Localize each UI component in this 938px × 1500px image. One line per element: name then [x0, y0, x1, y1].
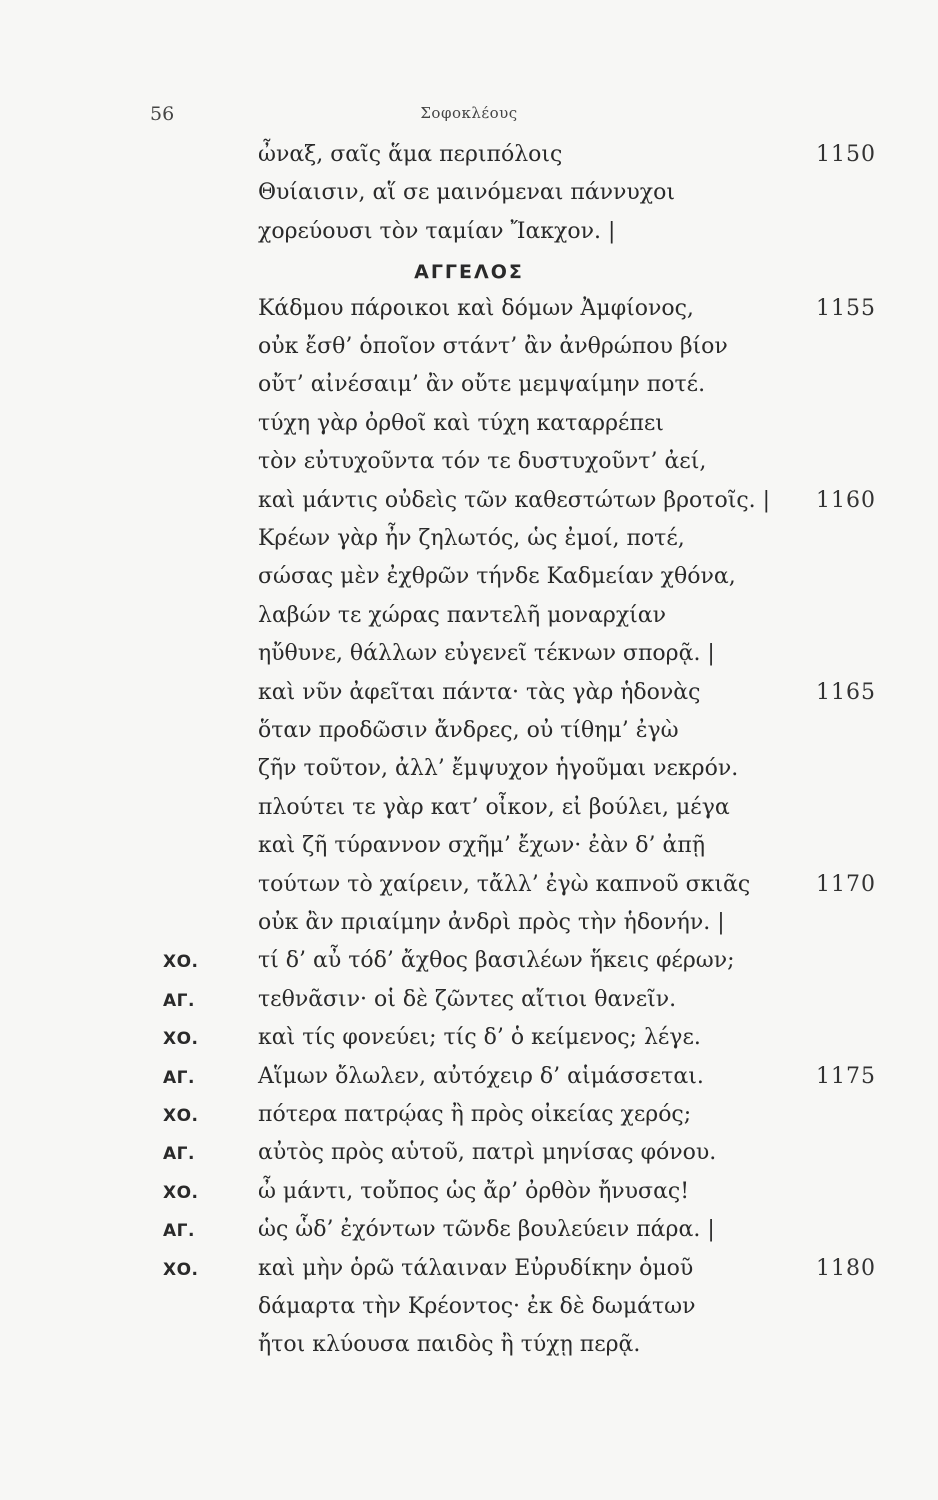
verse-text-line: Κρέων γὰρ ἦν ζηλωτός, ὡς ἐμοί, ποτέ, — [258, 526, 685, 551]
verse-line — [0, 219, 938, 257]
speaker-label: ΧΟ. — [163, 1106, 199, 1126]
verse-line — [0, 680, 938, 718]
speaker-heading-text: ΑΓΓΕΛΟΣ — [414, 261, 524, 284]
verse-line — [0, 1332, 938, 1370]
verse-line — [0, 1102, 938, 1140]
verse-line — [0, 833, 938, 871]
verse-line — [0, 1140, 938, 1178]
speaker-heading — [0, 257, 938, 295]
speaker-label: ΧΟ. — [163, 1182, 199, 1203]
verse-line — [0, 411, 938, 449]
verse-text-line: καὶ τίς φονεύει; τίς δ’ ὁ κείμενος; λέγε. — [258, 1025, 701, 1051]
verse-line — [0, 564, 938, 602]
verse-text-line: αὐτὸς πρὸς αὑτοῦ, πατρὶ μηνίσας φόνου. — [258, 1140, 717, 1166]
line-number: 1170 — [816, 871, 876, 897]
verse-text-line: χορεύουσι τὸν ταμίαν Ἴακχον. | — [258, 218, 616, 244]
verse-line — [0, 488, 938, 526]
verse-line — [0, 449, 938, 487]
verse-line — [0, 372, 938, 410]
verse-line — [0, 1217, 938, 1255]
line-number: 1180 — [816, 1255, 876, 1281]
verse-line — [0, 987, 938, 1025]
running-head: Σοφοκλέους — [420, 104, 518, 122]
line-number: 1150 — [816, 142, 876, 167]
verse-text-line: ὦ μάντι, τοὔπος ὡς ἄρ’ ὀρθὸν ἤνυσας! — [258, 1178, 690, 1204]
line-number: 1155 — [816, 295, 876, 321]
verse-text-line: δάμαρτα τὴν Κρέοντος· ἐκ δὲ δωμάτων — [258, 1294, 696, 1319]
verse-text-line: λαβών τε χώρας παντελῆ μοναρχίαν — [258, 602, 667, 628]
verse-text-line: τί δ’ αὖ τόδ’ ἄχθος βασιλέων ἥκεις φέρων; — [258, 948, 735, 974]
speaker-label: ΧΟ. — [163, 1029, 199, 1050]
verse-text-line: ὡς ὧδ’ ἐχόντων τῶνδε βουλεύειν πάρα. | — [258, 1217, 715, 1243]
verse-line — [0, 142, 938, 180]
verse-text-line: ὦναξ, σαῖς ἅμα περιπόλοις — [258, 142, 563, 167]
page-number: 56 — [150, 103, 175, 125]
verse-text-line: πλούτει τε γὰρ κατ’ οἶκον, εἰ βούλει, μέγα — [258, 794, 730, 820]
verse-text-line: τεθνᾶσιν· οἱ δὲ ζῶντες αἴτιοι θανεῖν. — [258, 986, 677, 1012]
verse-text-line: πότερα πατρῴας ἢ πρὸς οἰκείας χερός; — [258, 1102, 692, 1127]
verse-line — [0, 641, 938, 679]
verse-text-line: Θυίαισιν, αἵ σε μαινόμεναι πάννυχοι — [258, 180, 675, 206]
verse-text-line: Αἵμων ὄλωλεν, αὐτόχειρ δ’ αἱμάσσεται. — [258, 1063, 704, 1089]
verse-text-line: οὐκ ἔσθ’ ὁποῖον στάντ’ ἂν ἀνθρώπου βίον — [258, 334, 728, 359]
verse-line — [0, 718, 938, 756]
verse-text-line: Κάδμου πάροικοι καὶ δόμων Ἀμφίονος, — [258, 295, 694, 321]
verse-text-line: τὸν εὐτυχοῦντα τόν τε δυστυχοῦντ’ ἀεί, — [258, 449, 707, 475]
verse-text-line: ἤτοι κλύουσα παιδὸς ἢ τύχῃ περᾷ. — [258, 1332, 641, 1358]
verse-text-line: τούτων τὸ χαίρειν, τἄλλ’ ἐγὼ καπνοῦ σκιᾶς — [258, 871, 751, 897]
speaker-label: ΧΟ. — [163, 952, 199, 973]
verse-line — [0, 1294, 938, 1332]
verse-line — [0, 1064, 938, 1102]
verse-line — [0, 180, 938, 218]
verse-line — [0, 872, 938, 910]
verse-line — [0, 603, 938, 641]
verse-line — [0, 296, 938, 334]
speaker-label: ΧΟ. — [163, 1259, 199, 1280]
verse-line — [0, 1256, 938, 1294]
speaker-label: ΑΓ. — [163, 1067, 195, 1088]
verse-line — [0, 756, 938, 794]
speaker-label: ΑΓ. — [163, 990, 195, 1011]
verse-line — [0, 526, 938, 564]
verse-text-line: ζῆν τοῦτον, ἀλλ’ ἔμψυχον ἡγοῦμαι νεκρόν. — [258, 756, 739, 782]
verse-line — [0, 334, 938, 372]
verse-text-line: καὶ μάντις οὐδεὶς τῶν καθεστώτων βροτοῖς. | — [258, 487, 771, 513]
verse-text-line: ηὔθυνε, θάλλων εὐγενεῖ τέκνων σπορᾷ. | — [258, 641, 715, 667]
verse-text-line: οὔτ’ αἰνέσαιμ’ ἂν οὔτε μεμψαίμην ποτέ. — [258, 372, 706, 398]
verse-text-line: τύχη γὰρ ὀρθοῖ καὶ τύχη καταρρέπει — [258, 410, 664, 436]
verse-line — [0, 1025, 938, 1063]
verse-text-line: καὶ ζῆ τύραννον σχῆμ’ ἔχων· ἐὰν δ’ ἀπῇ — [258, 833, 706, 859]
speaker-label: ΑΓ. — [163, 1221, 195, 1242]
verse-line — [0, 910, 938, 948]
line-number: 1160 — [816, 487, 876, 513]
verse-line — [0, 795, 938, 833]
verse-line — [0, 1179, 938, 1217]
verse-text-line: ὅταν προδῶσιν ἄνδρες, οὐ τίθημ’ ἐγὼ — [258, 718, 679, 743]
verse-text-line: καὶ μὴν ὁρῶ τάλαιναν Εὐρυδίκην ὁμοῦ — [258, 1255, 694, 1281]
line-number: 1165 — [816, 679, 876, 705]
line-number: 1175 — [816, 1063, 876, 1089]
verse-text-line: καὶ νῦν ἀφεῖται πάντα· τὰς γὰρ ἡδονὰς — [258, 679, 701, 705]
speaker-label: ΑΓ. — [163, 1144, 195, 1165]
verse-line — [0, 948, 938, 986]
verse-text-line: οὐκ ἂν πριαίμην ἀνδρὶ πρὸς τὴν ἡδονήν. | — [258, 910, 725, 935]
verse-text-line: σώσας μὲν ἐχθρῶν τήνδε Καδμείαν χθόνα, — [258, 564, 736, 590]
